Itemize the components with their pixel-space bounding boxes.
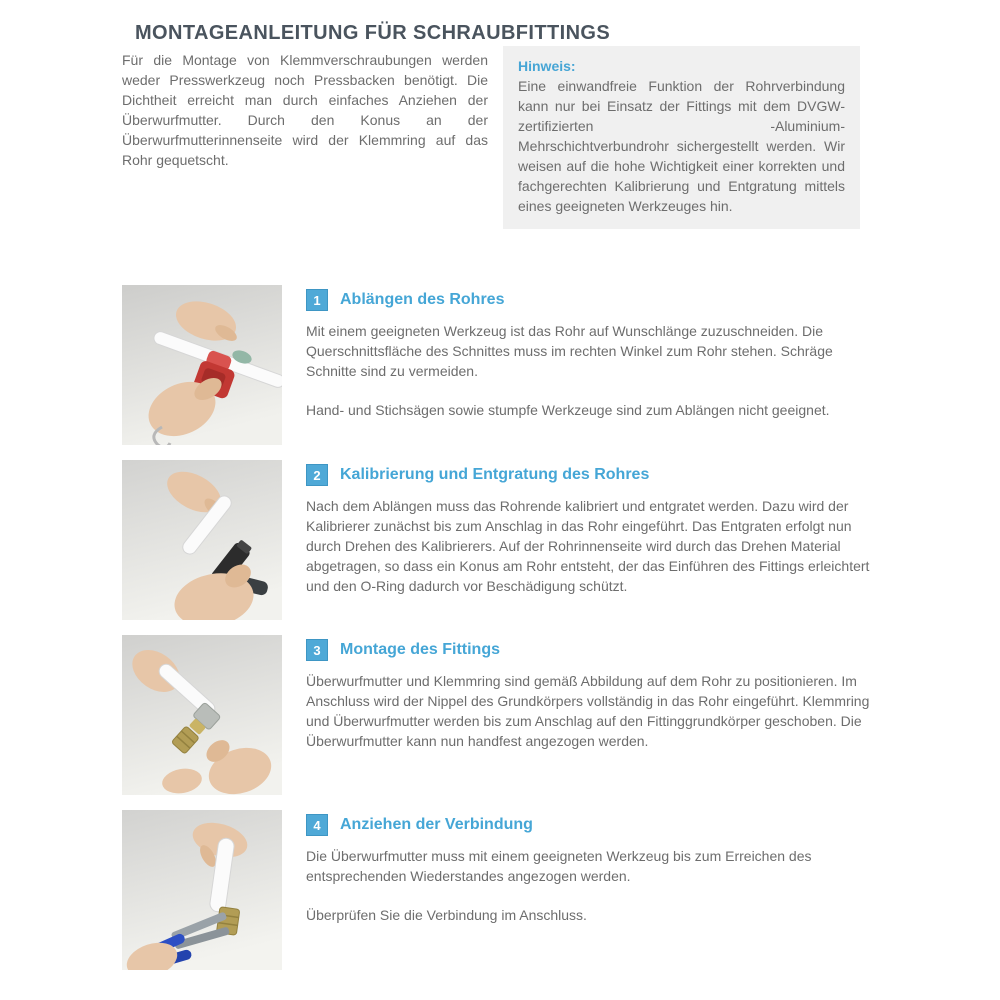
step-2-number-badge: 2 <box>306 464 328 486</box>
note-text-before: Eine einwandfreie Funktion der Rohrverbindung kann nur bei Einsatz der Fittings mit dem DVGW-zertifizierten <box>518 78 845 134</box>
step-2-content <box>306 460 880 620</box>
step-1-title: Ablängen des Rohres <box>340 291 505 308</box>
step-2-paragraph: Nach dem Ablängen muss das Rohrende kalibriert und entgratet werden. Dazu wird der Kalibrierer zunächst bis zum Anschlag in das Rohr eingeführt. Das Entgraten erfolgt nun durch Drehen des Kalibrierers. Auf der Rohrinnenseite wird durch das Drehen Material abgetragen, so dass ein Konus am Rohr entsteht, der das Einführen des Fittings erleichtert und den O-Ring dadurch vor Beschädigung schützt. <box>306 498 870 594</box>
step-4-title: Anziehen der Verbindung <box>340 816 533 833</box>
step-1-paragraph: Mit einem geeigneten Werkzeug ist das Rohr auf Wunschlänge zuzuschneiden. Die Querschnittsfläche des Schnittes muss im rechten Winkel zum Rohr stehen. Schräge Schnitte sind zu vermeiden. <box>306 323 833 379</box>
intro-section <box>122 46 880 229</box>
step-4-number-badge: 4 <box>306 814 328 836</box>
step-row-2 <box>122 460 880 620</box>
step-1-number-badge: 1 <box>306 289 328 311</box>
step-2-photo-calibrating-tool <box>122 460 282 620</box>
page-title: MONTAGEANLEITUNG FÜR SCHRAUBFITTINGS <box>135 22 611 45</box>
step-4-photo-tightening-pliers <box>122 810 282 970</box>
intro-paragraph: Für die Montage von Klemmverschraubungen werden weder Presswerkzeug noch Pressbacken benötigt. Die Dichtheit erreicht man durch einfaches Anziehen der Überwurfmutter. Durch den Konus an der Überwurfmutterinnenseite wird der Klemmring auf das Rohr gequetscht. <box>122 52 488 168</box>
steps-list <box>122 285 880 985</box>
step-3-photo-fitting-assembly <box>122 635 282 795</box>
step-4-header <box>306 814 880 836</box>
note-label: Hinweis: <box>518 58 576 74</box>
step-row-4 <box>122 810 880 970</box>
step-row-1 <box>122 285 880 445</box>
step-1-paragraph-2: Hand- und Stichsägen sowie stumpfe Werkzeuge sind zum Ablängen nicht geeignet. <box>306 402 830 418</box>
step-4-content <box>306 810 880 970</box>
step-2-title: Kalibrierung und Entgratung des Rohres <box>340 466 650 483</box>
step-4-paragraph-2: Überprüfen Sie die Verbindung im Anschluss. <box>306 907 587 923</box>
step-2-header <box>306 464 880 486</box>
step-1-photo-pipe-cutter <box>122 285 282 445</box>
step-1-content <box>306 285 880 445</box>
note-text-after: -Aluminium-Mehrschichtverbundrohr sichergestellt werden. Wir weisen auf die hohe Wichtigkeit einer korrekten und fachgerechten Kalibrierung und Entgratung mittels eines geeigneten Werkzeuges hin. <box>518 118 845 214</box>
step-3-number-badge: 3 <box>306 639 328 661</box>
step-row-3 <box>122 635 880 795</box>
step-3-content <box>306 635 880 795</box>
step-3-title: Montage des Fittings <box>340 641 500 658</box>
step-1-header <box>306 289 880 311</box>
step-3-paragraph: Überwurfmutter und Klemmring sind gemäß Abbildung auf dem Rohr zu positionieren. Im Anschluss wird der Nippel des Grundkörpers vollständig in das Rohr eingeführt. Klemmring und Überwurfmutter werden bis zum Anschlag auf den Fittinggrundkörper geschoben. Die Überwurfmutter kann nun handfest angezogen werden. <box>306 673 870 749</box>
note-box <box>503 46 860 229</box>
step-4-paragraph: Die Überwurfmutter muss mit einem geeigneten Werkzeug bis zum Erreichen des entsprechenden Wiederstandes angezogen werden. <box>306 848 812 884</box>
step-3-header <box>306 639 880 661</box>
